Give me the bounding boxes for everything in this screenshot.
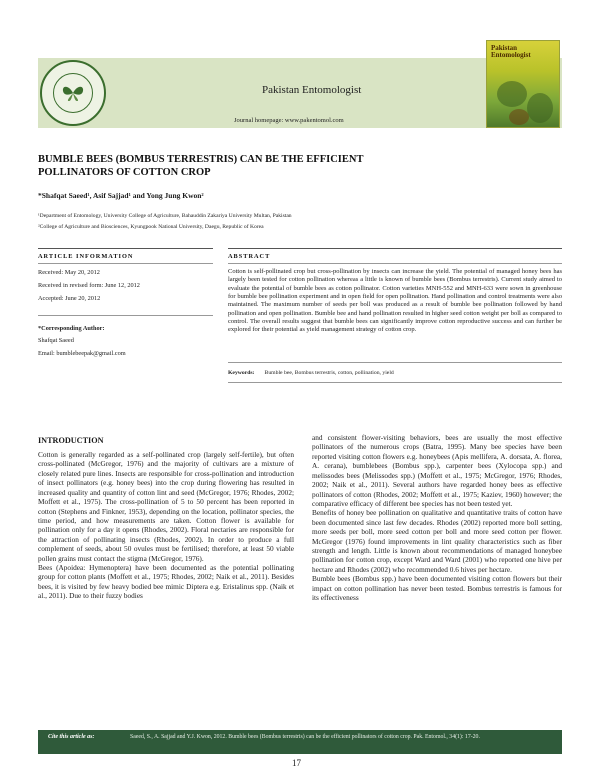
keywords-label: Keywords: (228, 370, 255, 376)
body-paragraph: Bees (Apoidea: Hymenoptera) have been documented as the potential pollinating group for cotton plants (Moffett et al., 1975; Rhodes, 2002; Naik et al., 2011). Besides bees, it is visited by few heavy bodied bee mimic Diptera e.g. Eristalinus spp. (Naik et al., 2011). Due to their fuzzy bodies (38, 563, 294, 601)
info-heading-rule (38, 263, 213, 264)
introduction-heading: INTRODUCTION (38, 436, 104, 445)
page-number: 17 (292, 758, 301, 768)
author-list: *Shafqat Saeed¹, Asif Sajjad¹ and Yong Jung Kwon² (38, 191, 204, 200)
received-date: Received: May 20, 2012 (38, 269, 100, 276)
abstract-heading-rule (228, 263, 562, 264)
corresponding-author-email[interactable]: Email: bumblebeepak@gmail.com (38, 350, 126, 357)
corresponding-author-heading: *Corresponding Author: (38, 325, 105, 332)
corresponding-author-name: Shafqat Saeed (38, 337, 74, 344)
citation-box (38, 730, 562, 754)
body-column-right (312, 433, 562, 603)
affiliation-2: ²College of Agriculture and Biosciences, Kyungpook National University, Daegu, Republic of Korea (38, 224, 264, 230)
body-paragraph: Bumble bees (Bombus spp.) have been documented visiting cotton flowers but their impact on cotton pollination has never been tested. Bombus terrestris is famous for its effectiveness (312, 574, 562, 603)
affiliation-1: ¹Department of Entomology, University College of Agriculture, Bahauddin Zakariya University Multan, Pakistan (38, 213, 292, 219)
article-info-heading: ARTICLE INFORMATION (38, 253, 134, 260)
journal-logo (40, 60, 106, 126)
keywords-bottom-rule (228, 382, 562, 383)
cover-title: Pakistan Entomologist (491, 44, 531, 59)
journal-homepage-link[interactable]: Journal homepage: www.pakentomol.com (234, 117, 344, 124)
abstract-top-rule (228, 248, 562, 249)
body-paragraph: Cotton is generally regarded as a self-pollinated crop (largely self-fertile), but often cross-pollinated (McGregor, 1976) and the majority of cultivars are a mixture of closely related pure lines. Insects are responsible for cross-pollination and introduction of insect pollinators (e.g. honey bees) into the crop during flowering has resulted in increased quality and quantity of cotton lint and seed (McGregor, 1976; Rhodes, 2002; Moffett et al., 1975). The cross-pollination of 5 to 50 percent has been reported in cotton (Stephens and Finkner, 1953), depending on the location, pollinator species, the time period, and how measurements are taken. Cotton flower is available for pollination only for a day it opens (Rhodes, 2002). Floral nectaries are responsible for the attraction of pollinating insects (Rhodes, 2002). In order to produce a full complement of seeds, about 50 ovules must be fertilised; therefore, at least 50 viable pollen grains must contact the stigma (McGregor, 1976). (38, 450, 294, 563)
revised-date: Received in revised form: June 12, 2012 (38, 282, 140, 289)
title-line-1: BUMBLE BEES (BOMBUS TERRESTRIS) CAN BE THE EFFICIENT (38, 154, 364, 165)
keywords-line (228, 370, 394, 376)
body-paragraph: Benefits of honey bee pollination on qualitative and quantitative traits of cotton have been documented since last few decades. Rhodes (2002) reported more boll setting, more seeds per boll, more seed cotton per boll and more seed cotton per flower. McGregor (1976) found improvements in lint quality characteristics such as fiber strength and length. Little is known about recommendations of managed honeybee pollination for cotton crop, except Ward and Ward (2001) who reported one hive per hectare and Rhodes (2002) who recommended 0.6 hives per hectare. (312, 508, 562, 574)
body-paragraph: and consistent flower-visiting behaviors, bees are usually the most effective pollinators of the numerous crops (Batra, 1995). Many bee species have been reported visiting cotton flowers e.g. honeybees (Apis mellifera, A. dorsata, A. florea, A. cerana), bumblebees (Bombus spp.), carpenter bees (Xylocopa spp.) and melissodes bees (Melissodes spp.) (Moffett et al., 1975; McGregor, 1976; Rhodes, 2002; Naik et al., 2011). Several authors have regarded honey bees as effective pollinators of cotton (Rhodes, 2002; Moffett et al., 1975; Kaziev, 1960) however; the comparative efficacy of different bee species has not been tested yet. (312, 433, 562, 508)
keywords-list: Bumble bee, Bombus terrestris, cotton, pollination, yield (264, 370, 394, 376)
body-column-left (38, 450, 294, 601)
citation-text: Saeed, S., A. Sajjad and Y.J. Kwon, 2012. Bumble bees (Bombus terrestris) can be the efficient pollinators of cotton crop. Pak. Entomol., 34(1): 17-20. (130, 734, 480, 740)
article-title (38, 153, 538, 179)
journal-name: Pakistan Entomologist (262, 84, 362, 96)
journal-cover-image (486, 40, 560, 128)
title-line-2: POLLINATORS OF COTTON CROP (38, 167, 211, 178)
accepted-date: Accepted: June 20, 2012 (38, 295, 101, 302)
abstract-text: Cotton is self-pollinated crop but cross-pollination by insects can increase the yield. The potential of managed honey bees has largely been tested for cotton pollination whereas a little is known of bumble bees (Bombus terrestris). Current study aimed to evaluate the potential of bumble bees as cotton pollinator. Cotton varieties MNH-552 and MNH-633 were sown in greenhouse for bumble bee pollination experiment and in open field for open pollination. Hand pollination and control treatments were also maintained. The maximum number of seeds per boll was produced as a result of bumble bee pollination followed by hand pollination and open pollination. Bumble bee and hand pollination resulted in higher seed cotton weight per boll as compared to control. The overall results suggest that bumble bees can significantly improve cotton reproductive success and can further be explored for their potential as yield management strategy of cotton crop. (228, 268, 562, 334)
citation-label: Cite this article as: (48, 734, 95, 740)
keywords-top-rule (228, 362, 562, 363)
butterfly-seal-icon (53, 73, 93, 113)
info-top-rule (38, 248, 213, 249)
abstract-heading: ABSTRACT (228, 253, 271, 260)
info-divider (38, 315, 213, 316)
